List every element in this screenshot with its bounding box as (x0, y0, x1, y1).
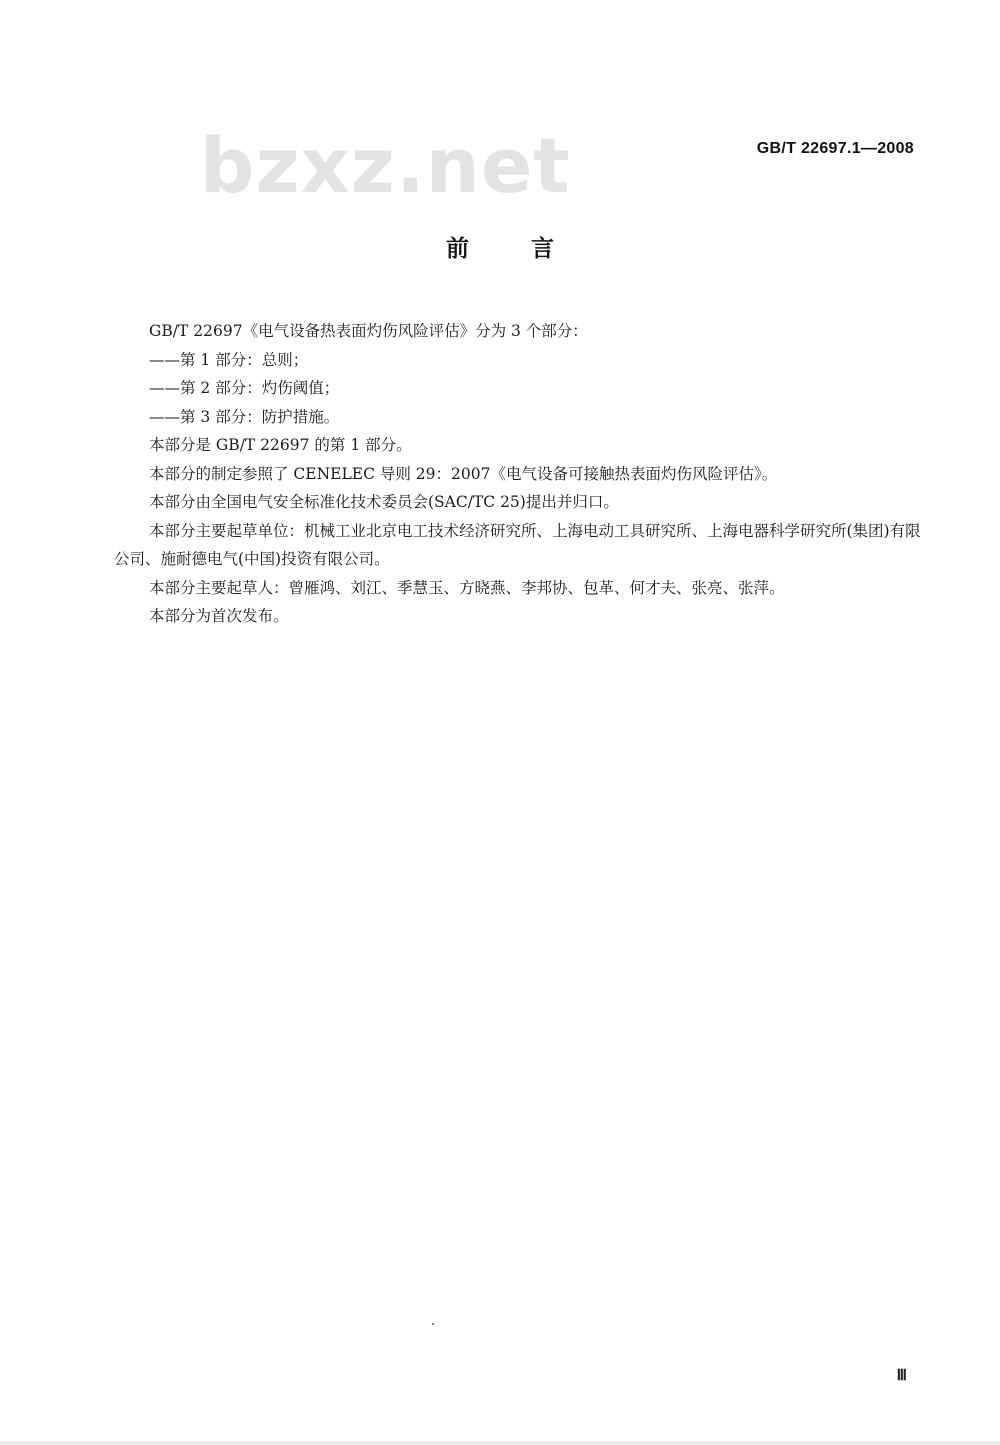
paragraph-reference: 本部分的制定参照了 CENELEC 导则 29：2007《电气设备可接触热表面灼伤风险评估》。 (149, 464, 778, 483)
paragraph-parts-intro: GB/T 22697《电气设备热表面灼伤风险评估》分为 3 个部分： (149, 322, 588, 340)
paragraph-drafters: 本部分主要起草人：曾雁鸿、刘江、季慧玉、方晓燕、李邦协、包革、何才夫、张亮、张萍。 (149, 578, 785, 597)
watermark: bzxz.net (200, 121, 571, 210)
paragraph-part-3: ——第 3 部分：防护措施。 (149, 407, 340, 426)
page-title: 前言 (446, 236, 616, 262)
paragraph-drafting-units: 本部分主要起草单位：机械工业北京电工技术经济研究所、上海电动工具研究所、上海电器科学研究所(集团)有限公司、施耐德电气(中国)投资有限公司。 (114, 521, 921, 568)
foreword-body (114, 317, 924, 631)
page-number: Ⅲ (896, 1368, 906, 1384)
paragraph-proposer: 本部分由全国电气安全标准化技术委员会(SAC/TC 25)提出并归口。 (149, 493, 619, 511)
page-bottom-edge (0, 1441, 1000, 1445)
standard-code: GB/T 22697.1—2008 (756, 140, 914, 157)
paragraph-part-2: ——第 2 部分：灼伤阈值； (149, 379, 340, 397)
scan-speck (432, 1323, 434, 1325)
paragraph-part-1: ——第 1 部分：总则； (149, 350, 309, 369)
paragraph-this-part: 本部分是 GB/T 22697 的第 1 部分。 (149, 436, 412, 454)
paragraph-first-issue: 本部分为首次发布。 (149, 607, 289, 625)
